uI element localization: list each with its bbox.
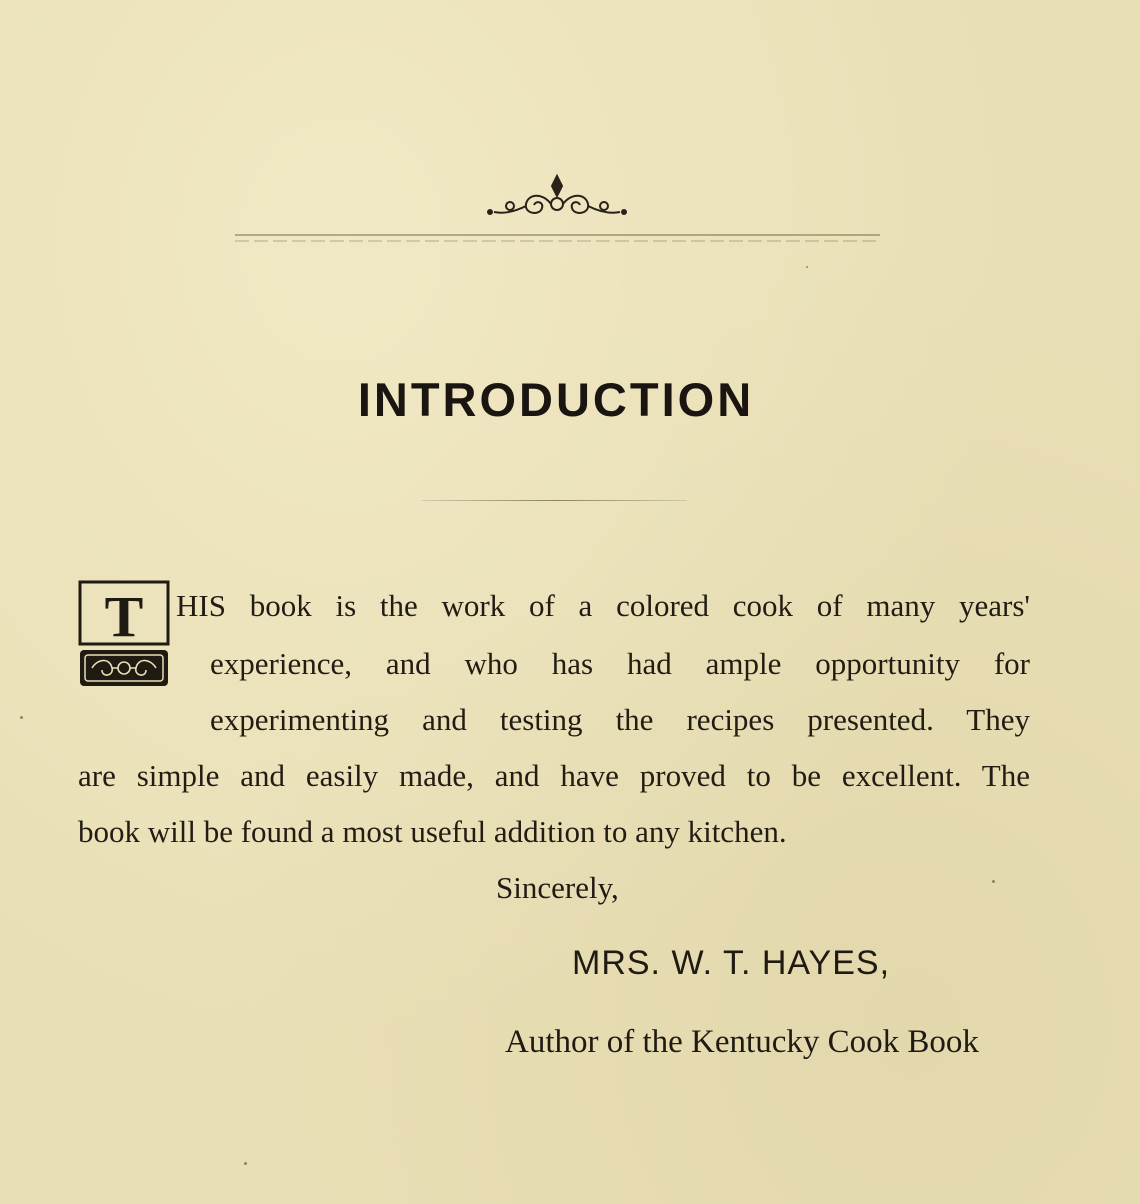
body-line: HIS book is the work of a colored cook of many years' <box>176 588 1030 623</box>
page-title: INTRODUCTION <box>357 373 755 426</box>
title-divider <box>422 500 687 501</box>
drop-cap-letter: T <box>104 584 144 649</box>
closing-salutation: Sincerely, <box>496 870 619 905</box>
author-credit: Author of the Kentucky Cook Book <box>505 1024 979 1060</box>
decorative-initial-t-icon <box>78 580 170 690</box>
scroll-ornament-icon <box>484 170 630 222</box>
body-line: book will be found a most useful addition to any kitchen. <box>78 814 787 849</box>
paper-speck <box>244 1162 247 1165</box>
author-signature: MRS. W. T. HAYES, <box>572 944 891 982</box>
paper-speck <box>806 266 808 268</box>
body-line: experimenting and testing the recipes presented. They <box>210 702 1030 737</box>
paper-speck <box>992 880 995 883</box>
body-line: are simple and easily made, and have proved to be excellent. The <box>78 758 1030 793</box>
paper-speck <box>20 716 23 719</box>
body-line: experience, and who has had ample opportunity for <box>210 646 1030 681</box>
double-rule-divider <box>235 232 880 246</box>
